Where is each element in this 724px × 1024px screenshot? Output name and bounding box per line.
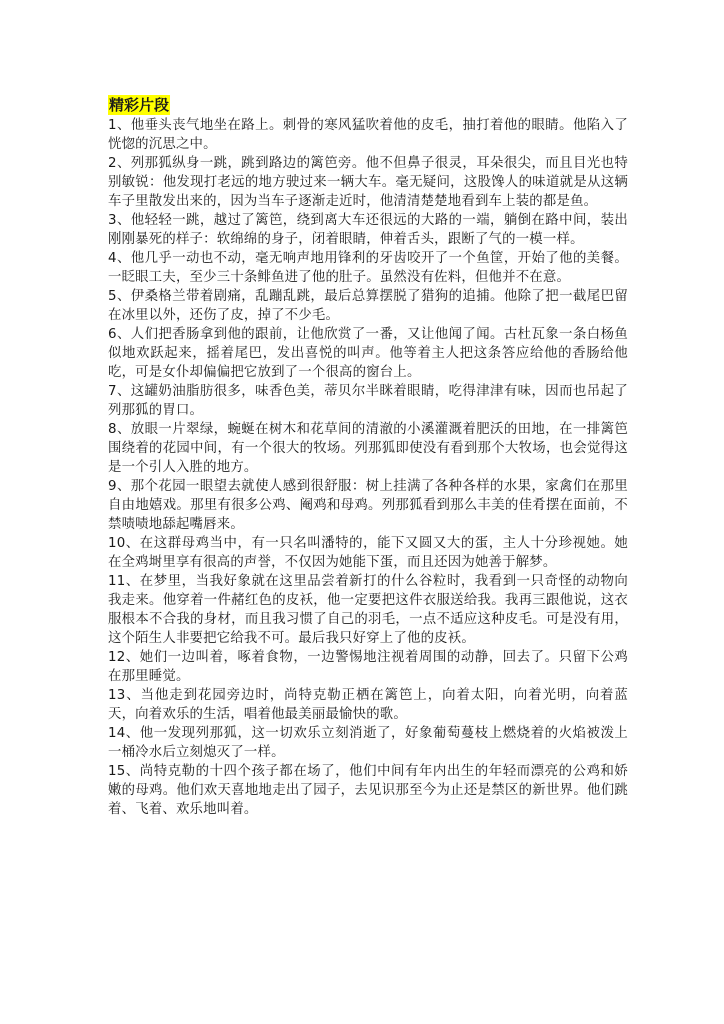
paragraph-13: 13、当他走到花园旁边时，尚特克勒正栖在篱笆上，向着太阳，向着光明，向着蓝天，向着欢乐的生活，唱着他最美丽最愉快的歌。 [108, 688, 628, 722]
paragraph-1: 1、他垂头丧气地坐在路上。刺骨的寒风猛吹着他的皮毛，抽打着他的眼睛。他陷入了恍惚的沉思之中。 [108, 118, 628, 152]
paragraph-4: 4、他几乎一动也不动，毫无响声地用锋利的牙齿咬开了一个鱼筐，开始了他的美餐。一眨眼工夫，至少三十条鲱鱼进了他的肚子。虽然没有佐料，但他并不在意。 [108, 251, 628, 285]
paragraph-14: 14、他一发现列那狐，这一切欢乐立刻消逝了，好象葡萄蔓枝上燃烧着的火焰被泼上一桶冷水后立刻熄灭了一样。 [108, 726, 628, 760]
paragraph-3: 3、他轻轻一跳，越过了篱笆，绕到离大车还很远的大路的一端，躺倒在路中间，装出刚刚暴死的样子：软绵绵的身子，闭着眼睛，伸着舌头，跟断了气的一模一样。 [108, 213, 628, 247]
paragraph-11: 11、在梦里，当我好象就在这里品尝着新打的什么谷粒时，我看到一只奇怪的动物向我走来。他穿着一件赭红色的皮袄，他一定要把这件衣服送给我。我再三跟他说，这衣服根本不合我的身材，而且我习惯了自己的羽毛，一点不适应这种皮毛。可是没有用，这个陌生人非要把它给我不可。最后我只好穿上了他的皮袄。 [108, 574, 628, 646]
paragraph-5: 5、伊桑格兰带着剧痛，乱蹦乱跳，最后总算摆脱了猎狗的追捕。他除了把一截尾巴留在冰里以外，还伤了皮，掉了不少毛。 [108, 289, 628, 323]
paragraph-10: 10、在这群母鸡当中，有一只名叫潘特的，能下又圆又大的蛋，主人十分珍视她。她在全鸡埘里享有很高的声誉，不仅因为她能下蛋，而且还因为她善于解梦。 [108, 536, 628, 570]
paragraph-9: 9、那个花园一眼望去就使人感到很舒服：树上挂满了各种各样的水果，家禽们在那里自由地嬉戏。那里有很多公鸡、阉鸡和母鸡。列那狐看到那么丰美的佳肴摆在面前，不禁啧啧地舔起嘴唇来。 [108, 479, 628, 532]
paragraph-8: 8、放眼一片翠绿，蜿蜒在树木和花草间的清澈的小溪灌溉着肥沃的田地，在一排篱笆围绕着的花园中间，有一个很大的牧场。列那狐即使没有看到那个大牧场，也会觉得这是一个引人入胜的地方。 [108, 422, 628, 475]
paragraph-15: 15、尚特克勒的十四个孩子都在场了，他们中间有年内出生的年轻而漂亮的公鸡和娇嫩的母鸡。他们欢天喜地地走出了园子，去见识那至今为止还是禁区的新世界。他们跳着、飞着、欢乐地叫着。 [108, 764, 628, 817]
paragraph-2: 2、列那狐纵身一跳，跳到路边的篱笆旁。他不但鼻子很灵，耳朵很尖，而且目光也特别敏锐：他发现打老远的地方驶过来一辆大车。毫无疑问，这股馋人的味道就是从这辆车子里散发出来的，因为当车子逐渐走近时，他清清楚楚地看到车上装的都是鱼。 [108, 156, 628, 209]
paragraph-7: 7、这罐奶油脂肪很多，味香色美，蒂贝尔半眯着眼睛，吃得津津有味，因而也吊起了列那狐的胃口。 [108, 384, 628, 418]
document-page [108, 94, 628, 819]
paragraph-12: 12、她们一边叫着，啄着食物，一边警惕地注视着周围的动静，回去了。只留下公鸡在那里睡觉。 [108, 650, 628, 684]
section-heading-row [108, 94, 628, 116]
section-title: 精彩片段 [109, 96, 170, 114]
paragraph-6: 6、人们把香肠拿到他的跟前，让他欣赏了一番，又让他闻了闻。古杜瓦象一条白杨鱼似地欢跃起来，摇着尾巴，发出喜悦的叫声。他等着主人把这条答应给他的香肠给他吃，可是女仆却偏偏把它放到了一个很高的窗台上。 [108, 327, 628, 380]
